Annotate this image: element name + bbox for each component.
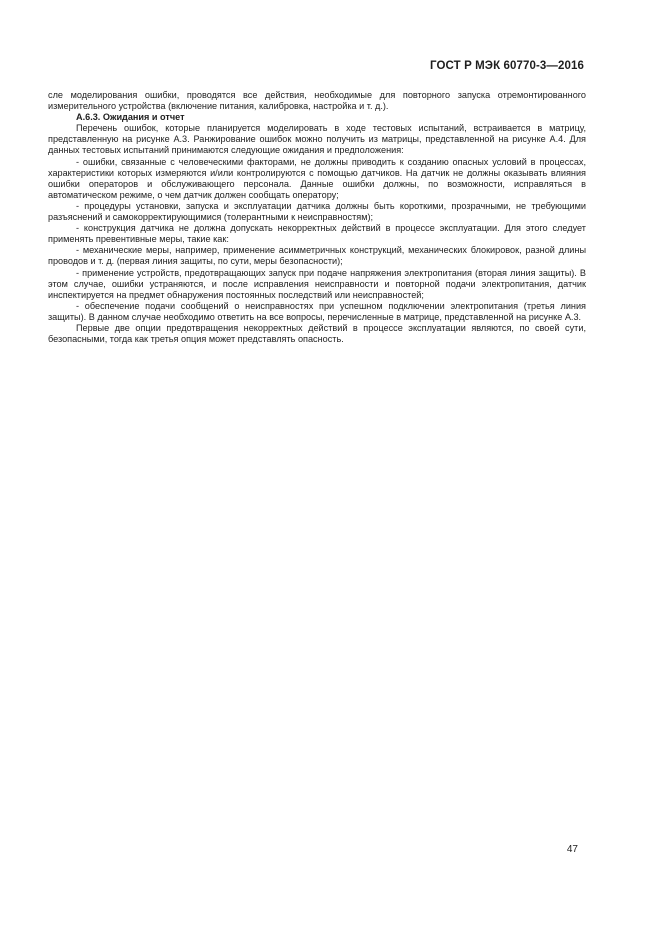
list-item: - ошибки, связанные с человеческими факторами, не должны приводить к созданию опасных условий в процессах, характеристики которых измеряются и/или контролируются с помощью датчиков. На датчик не должны оказывать влияния ошибки операторов и обслуживающего персонала. Данные ошибки должны, по возможности, исправляться в автоматическом режиме, о чем датчик должен сообщать оператору; bbox=[48, 156, 586, 200]
page-number: 47 bbox=[566, 844, 578, 855]
paragraph: Перечень ошибок, которые планируется моделировать в ходе тестовых испытаний, встраивается в матрицу, представленную на рисунке А.3. Ранжирование ошибок можно получить из матрицы, представленной на рисунке А.4. Для данных тестовых испытаний принимаются следующие ожидания и предположения: bbox=[48, 123, 586, 156]
section-heading: А.6.3. Ожидания и отчет bbox=[76, 112, 185, 123]
list-item: - применение устройств, предотвращающих запуск при подаче напряжения электропитания (вторая линия защиты). В этом случае, ошибки устраняются, и после исправления неисправности и повторной подачи электропитания, датчик инспектируется на предмет обнаружения постоянных последствий или неисправностей; bbox=[48, 267, 586, 300]
document-body bbox=[48, 90, 586, 345]
list-item: - механические меры, например, применение асимметричных конструкций, механических блокировок, разной длины проводов и т. д. (первая линия защиты, по сути, меры безопасности); bbox=[48, 245, 586, 267]
list-item: - обеспечение подачи сообщений о неисправностях при успешном подключении электропитания (третья линия защиты). В данном случае необходимо ответить на все вопросы, перечисленные в матрице, представленной на рисунке А.3. bbox=[48, 300, 586, 322]
list-item: - конструкция датчика не должна допускать некорректных действий в процессе эксплуатации. Для этого следует применять превентивные меры, такие как: bbox=[48, 223, 586, 245]
document-code: ГОСТ Р МЭК 60770-3—2016 bbox=[430, 60, 584, 72]
paragraph: Первые две опции предотвращения некорректных действий в процессе эксплуатации являются, по своей сути, безопасными, тогда как третья опция может представлять опасность. bbox=[48, 322, 586, 345]
list-item: - процедуры установки, запуска и эксплуатации датчика должны быть короткими, прозрачными, не требующими разъяснений и самокорректирующимися (толерантными к неисправностям); bbox=[48, 200, 586, 223]
paragraph: сле моделирования ошибки, проводятся все действия, необходимые для повторного запуска отремонтированного измерительного устройства (включение питания, калибровка, настройка и т. д.). bbox=[48, 90, 586, 112]
